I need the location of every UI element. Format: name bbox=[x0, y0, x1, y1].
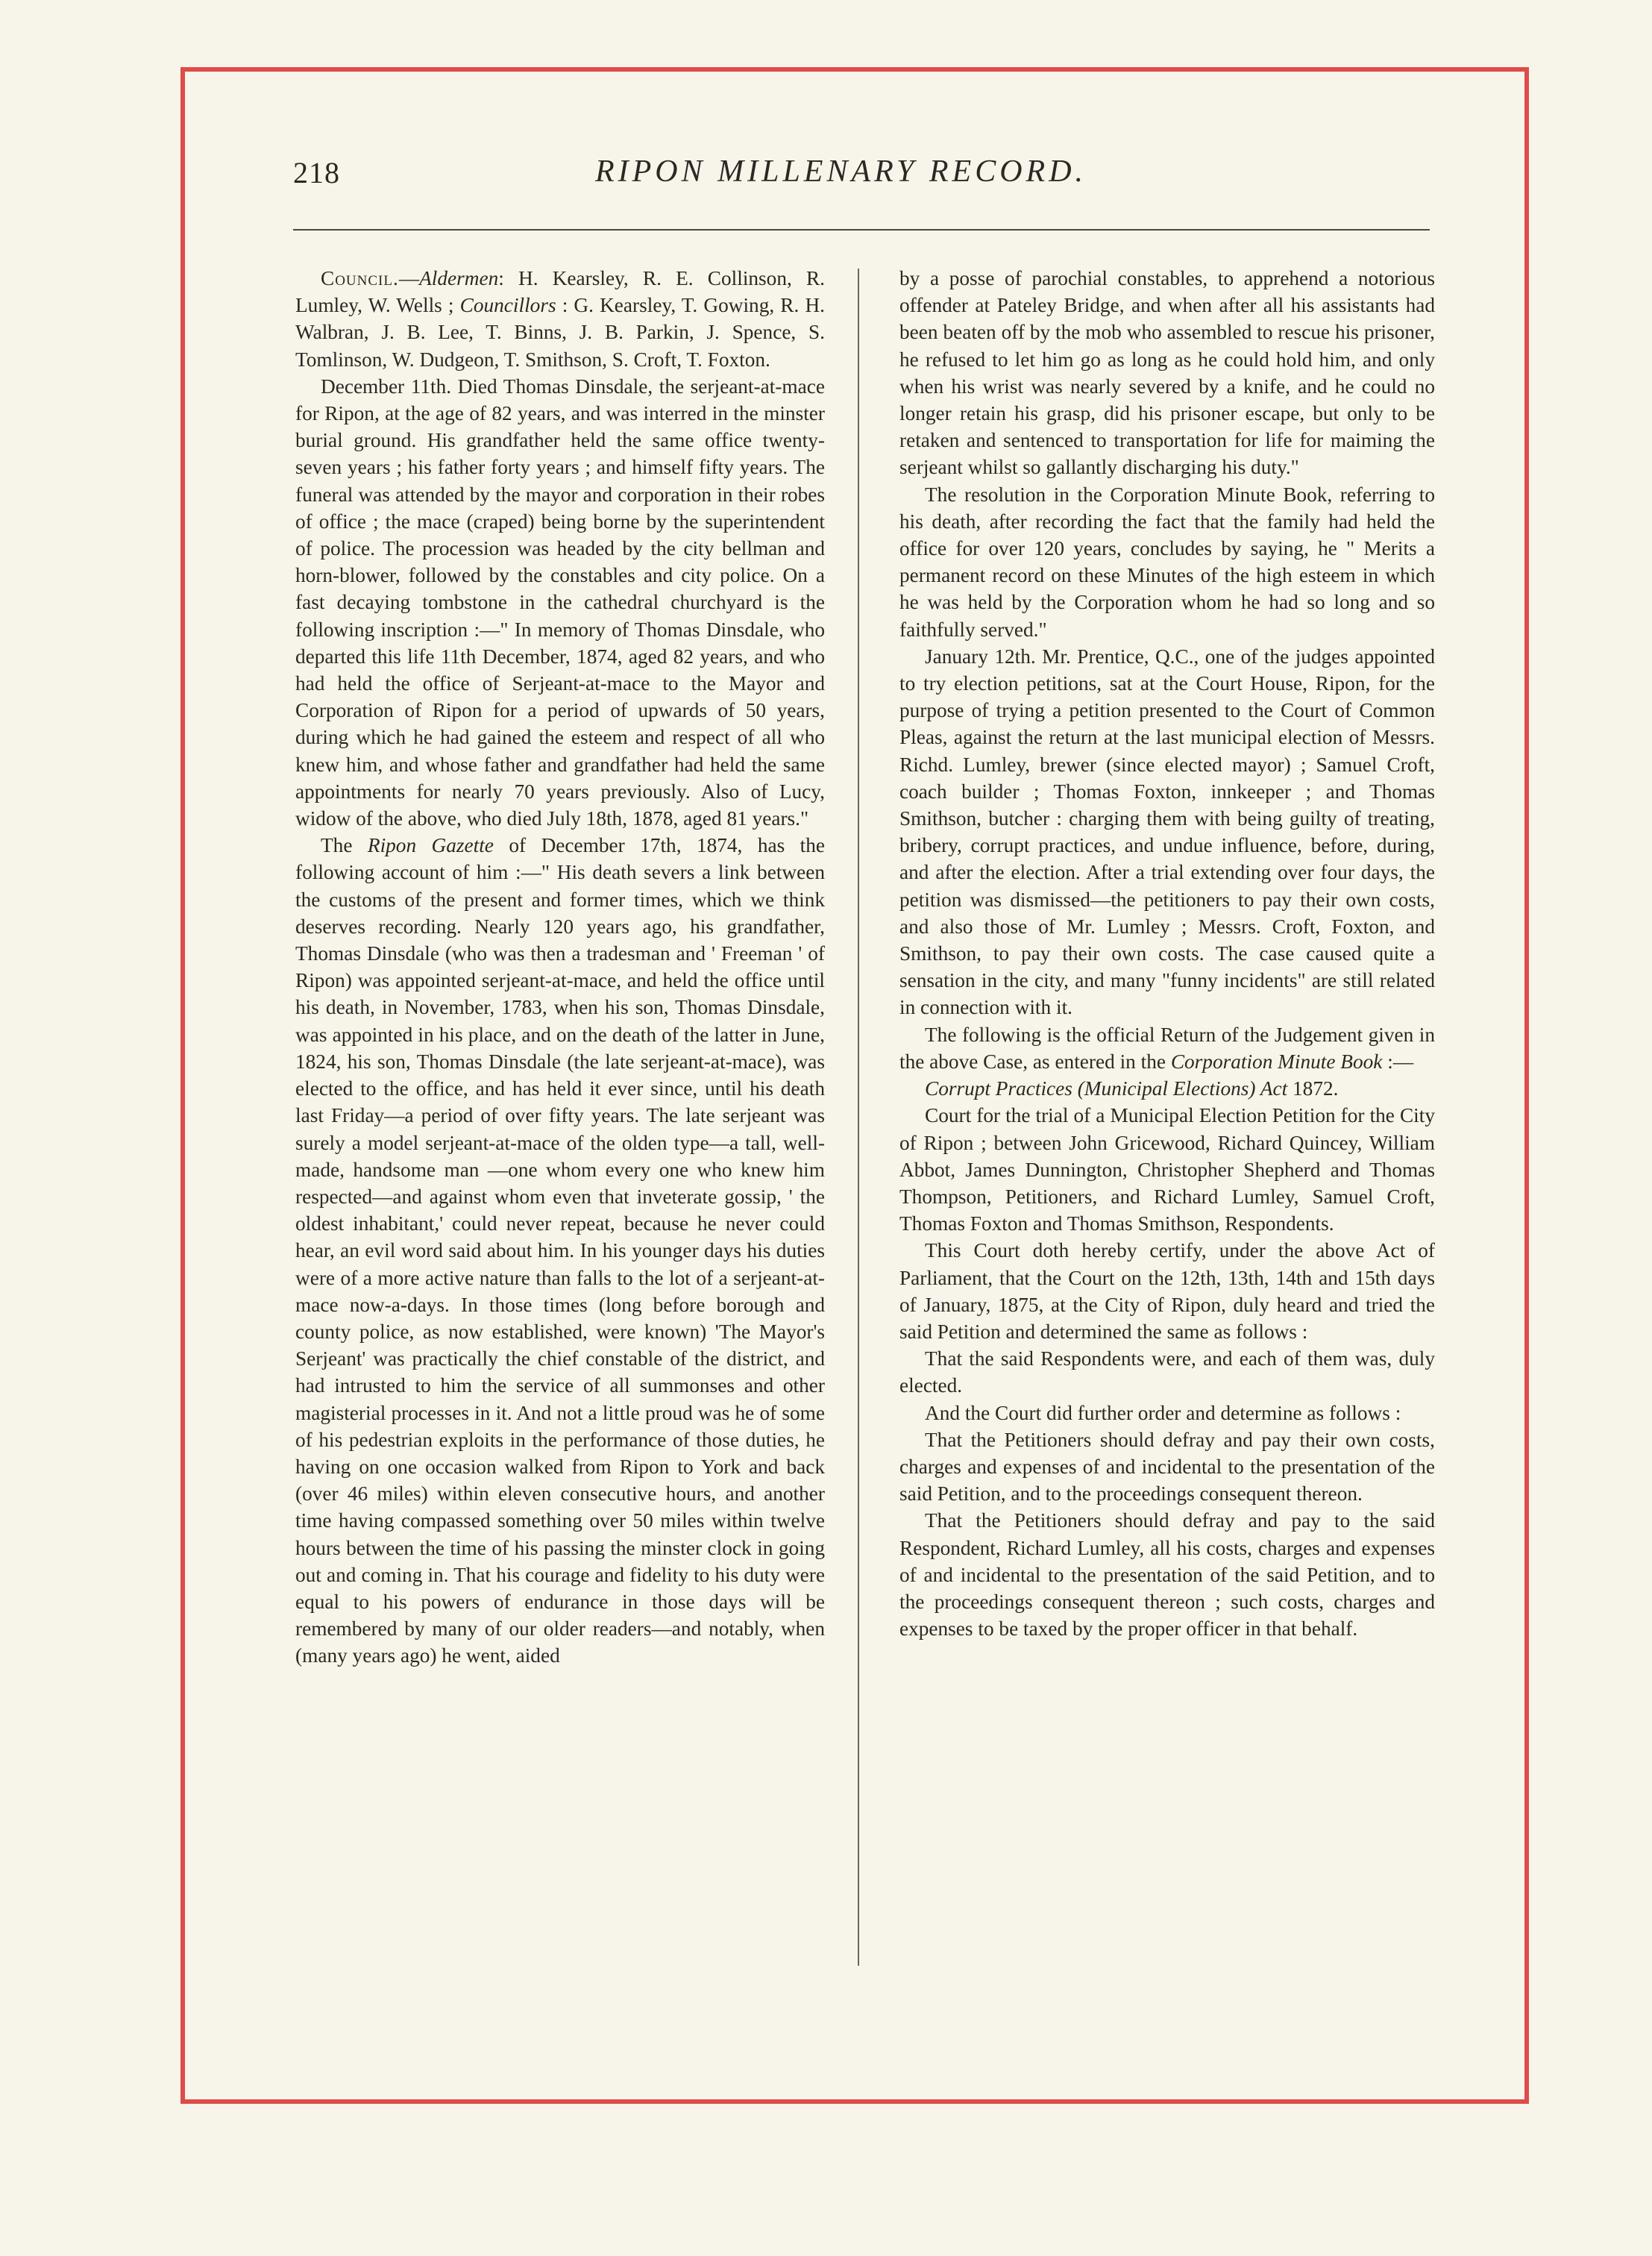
running-title: RIPON MILLENARY RECORD. bbox=[594, 154, 1087, 189]
aldermen-label: Aldermen bbox=[419, 267, 499, 289]
act-year: 1872. bbox=[1287, 1077, 1339, 1100]
dinsdale-paragraph: December 11th. Died Thomas Dinsdale, the serjeant-at-mace for Ripon, at the age of 82 years, and was interred in the minster burial ground. His grandfather held the same office twenty-seven years ; his father forty years ; and himself fifty years. The funeral was attended by the mayor and corporation in their robes of office ; the mace (craped) being borne by the superintendent of police. The procession was headed by the city bellman and horn-blower, followed by the constables and city police. On a fast decaying tombstone in the cathedral churchyard is the following inscription :—" In memory of Thomas Dinsdale, who departed this life 11th December, 1874, aged 82 years, and who had held the office of Serjeant-at-mace to the Mayor and Corporation of Ripon for a period of upwards of 50 years, during which he had gained the esteem and respect of all who knew him, and whose father and grandfather had held the same appointments for nearly 70 years previously. Also of Lucy, widow of the above, who died July 18th, 1878, aged 81 years." bbox=[295, 375, 825, 830]
act-title: Corrupt Practices (Municipal Elections) Act bbox=[925, 1077, 1288, 1100]
left-column bbox=[295, 265, 825, 1670]
column-divider bbox=[858, 269, 859, 1966]
council-dash: — bbox=[398, 267, 420, 289]
certify-paragraph: This Court doth hereby certify, under the above Act of Parliament, that the Court on the 12th, 13th, 14th and 15th days of January, 1875, at the City of Ripon, duly heard and tried the said Petition and determined the same as follows : bbox=[899, 1239, 1435, 1343]
aldermen-names: : H. Kearsley, R. E. Collinson, R. Lumley, W. Wells ; bbox=[295, 267, 825, 317]
gazette-text: of December 17th, 1874, has the following account of him :—" His death severs a link between the customs of the present and former times, which we think deserves recording. Nearly 120 years ago, his grandfather, Thomas Dinsdale (who was then a tradesman and ' Freeman ' of Ripon) was appointed serjeant-at-mace, and held the office until his death, in November, 1783, when his son, Thomas Dinsdale, was appointed in his place, and on the death of the latter in June, 1824, his son, Thomas Dinsdale (the late serjeant-at-mace), was elected to the office, and has held it ever since, until his death last Friday—a period of over fifty years. The late serjeant was surely a model serjeant-at-mace of the olden type—a tall, well-made, handsome man —one whom every one who knew him respected—and against whom even that inveterate gossip, ' the oldest inhabitant,' could never repeat, because he never could hear, an evil word said about him. In his younger days his duties were of a more active nature than falls to the lot of a serjeant-at-mace now-a-days. In those times (long before borough and county police, as now established, were known) 'The Mayor's Serjeant' was practically the chief constable of the district, and had intrusted to him the service of all summonses and other magisterial processes in it. And not a little proud was he of some of his pedestrian exploits in the performance of those duties, he having on one occasion walked from Ripon to York and back (over 46 miles) within eleven consecutive hours, and another time having compassed something over 50 miles within twelve hours between the time of his passing the minster clock in going out and coming in. That his courage and fidelity to his duty were equal to his powers of endurance in those days will be remembered by many of our older readers—and notably, when (many years ago) he went, aided bbox=[295, 834, 826, 1667]
council-heading: Council. bbox=[321, 267, 399, 289]
petition-paragraph: January 12th. Mr. Prentice, Q.C., one of the judges appointed to try election petitions, sat at the Court House, Ripon, for the purpose of trying a petition presented to the Court of Common Pleas, against the return at the last municipal election of Messrs. Richd. Lumley, brewer (since elected mayor) ; Samuel Croft, coach builder ; Thomas Foxton, innkeeper ; and Thomas Smithson, butcher : charging them with being guilty of treating, bribery, corrupt practices, and undue influence, before, during, and after the election. After a trial extending over four days, the petition was dismissed—the petitioners to pay their own costs, and also those of Mr. Lumley ; Messrs. Croft, Foxton, and Smithson, to pay their own costs. The case caused quite a sensation in the city, and many "funny incidents" are still related in connection with it. bbox=[899, 645, 1435, 1019]
court-paragraph: Court for the trial of a Municipal Election Petition for the City of Ripon ; between John Gricewood, Richard Quincey, William Abbot, James Dunnington, Christopher Shepherd and Thomas Thompson, Petitioners, and Richard Lumley, Samuel Croft, Thomas Foxton and Thomas Smithson, Respondents. bbox=[899, 1104, 1435, 1235]
petitioners-costs-paragraph: That the Petitioners should defray and pay their own costs, charges and expenses of and incidental to the presentation of the said Petition, and to the proceedings consequent thereon. bbox=[899, 1428, 1435, 1505]
right-column bbox=[899, 265, 1435, 1642]
gazette-title: Ripon Gazette bbox=[367, 834, 494, 857]
return-pre: The following is the official Return of the Judgement given in the above Case, as entered in the bbox=[899, 1023, 1435, 1073]
header-rule bbox=[293, 229, 1430, 231]
councillors-names: : G. Kearsley, T. Gowing, R. H. Walbran, J. B. Lee, T. Binns, J. B. Parkin, J. Spence, S. Tomlinson, W. Dudgeon, T. Smithson, S. Croft, T. Foxton. bbox=[295, 294, 825, 371]
page-number: 218 bbox=[293, 156, 340, 189]
return-paragraph bbox=[899, 1021, 1435, 1075]
gazette-pre: The bbox=[321, 834, 368, 857]
gazette-paragraph bbox=[295, 832, 825, 1669]
continued-paragraph: by a posse of parochial constables, to apprehend a notorious offender at Pateley Bridge, and when after all his assistants had been beaten off by the mob who assembled to rescue his prisoner, he refused to let him go as long as he could hold him, and only when his wrist was nearly severed by a knife, and he could no longer retain his grasp, did his prisoner escape, but only to be retaken and sentenced to transportation for life for maiming the serjeant whilst so gallantly discharging his duty." bbox=[899, 267, 1435, 479]
minute-book-title: Corporation Minute Book bbox=[1170, 1050, 1383, 1073]
lumley-costs-paragraph: That the Petitioners should defray and pay to the said Respondent, Richard Lumley, all his costs, charges and expenses of and incidental to the presentation of the said Petition, and to the proceedings consequent thereon ; such costs, charges and expenses to be taxed by the proper officer in that behalf. bbox=[899, 1509, 1435, 1641]
resolution-paragraph: The resolution in the Corporation Minute Book, referring to his death, after recording the fact that the family had held the office for over 120 years, concludes by saying, he " Merits a permanent record on these Minutes of the high esteem in which he was held by the Corporation whom he had so long and so faithfully served." bbox=[899, 483, 1435, 641]
order-paragraph: And the Court did further order and determine as follows : bbox=[925, 1401, 1401, 1424]
act-heading bbox=[899, 1075, 1435, 1102]
council-paragraph bbox=[295, 265, 825, 373]
return-post: :— bbox=[1382, 1050, 1414, 1073]
councillors-label: Councillors bbox=[459, 294, 556, 317]
elected-paragraph: That the said Respondents were, and each of them was, duly elected. bbox=[899, 1347, 1435, 1397]
